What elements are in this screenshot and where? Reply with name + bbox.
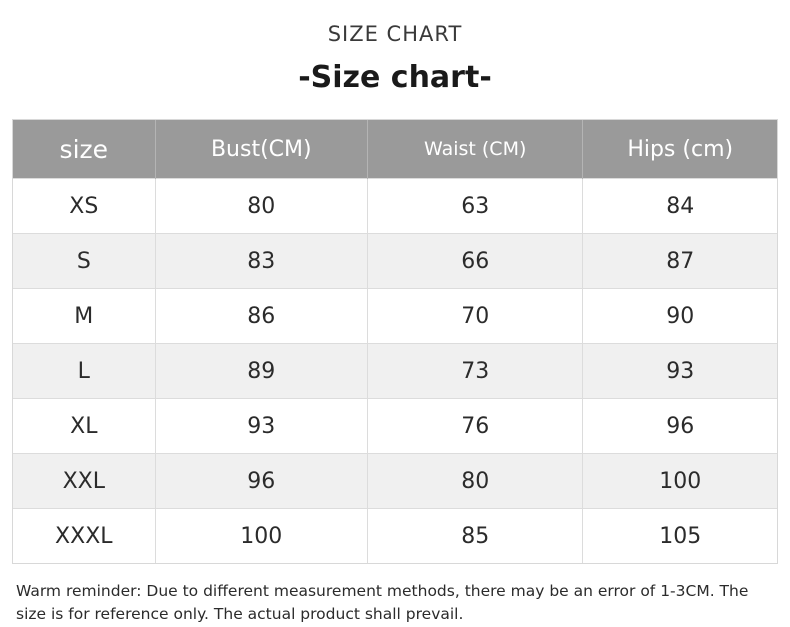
cell-size: S <box>13 234 155 289</box>
page-title: -Size chart- <box>298 60 492 95</box>
cell-size: M <box>13 289 155 344</box>
cell-hips: 87 <box>583 234 777 289</box>
table-row <box>13 344 777 399</box>
table-header-row <box>13 120 777 179</box>
cell-size: XXL <box>13 454 155 509</box>
column-header-hips: Hips (cm) <box>583 120 777 179</box>
cell-hips: 93 <box>583 344 777 399</box>
cell-bust: 89 <box>155 344 367 399</box>
cell-hips: 84 <box>583 179 777 234</box>
cell-waist: 63 <box>367 179 582 234</box>
cell-size: XXXL <box>13 509 155 564</box>
table-row <box>13 234 777 289</box>
cell-waist: 70 <box>367 289 582 344</box>
table-row <box>13 454 777 509</box>
cell-waist: 85 <box>367 509 582 564</box>
table-body <box>13 179 777 564</box>
page-kicker: SIZE CHART <box>327 22 463 46</box>
column-header-bust: Bust(CM) <box>155 120 367 179</box>
size-chart-table <box>13 120 777 563</box>
cell-size: XL <box>13 399 155 454</box>
table-row <box>13 399 777 454</box>
cell-hips: 105 <box>583 509 777 564</box>
warm-reminder-note: Warm reminder: Due to different measurement methods, there may be an error of 1-3CM. The size is for reference only. The actual product shall prevail. <box>16 582 749 624</box>
cell-waist: 66 <box>367 234 582 289</box>
cell-waist: 76 <box>367 399 582 454</box>
size-chart-table-container <box>12 119 778 564</box>
cell-bust: 86 <box>155 289 367 344</box>
column-header-size: size <box>13 120 155 179</box>
table-header <box>13 120 777 179</box>
cell-waist: 80 <box>367 454 582 509</box>
cell-size: L <box>13 344 155 399</box>
table-row <box>13 179 777 234</box>
cell-bust: 80 <box>155 179 367 234</box>
table-row <box>13 289 777 344</box>
cell-bust: 93 <box>155 399 367 454</box>
column-header-waist: Waist (CM) <box>367 120 582 179</box>
table-row <box>13 509 777 564</box>
cell-size: XS <box>13 179 155 234</box>
cell-bust: 83 <box>155 234 367 289</box>
cell-hips: 96 <box>583 399 777 454</box>
cell-hips: 90 <box>583 289 777 344</box>
cell-bust: 100 <box>155 509 367 564</box>
cell-hips: 100 <box>583 454 777 509</box>
cell-bust: 96 <box>155 454 367 509</box>
cell-waist: 73 <box>367 344 582 399</box>
